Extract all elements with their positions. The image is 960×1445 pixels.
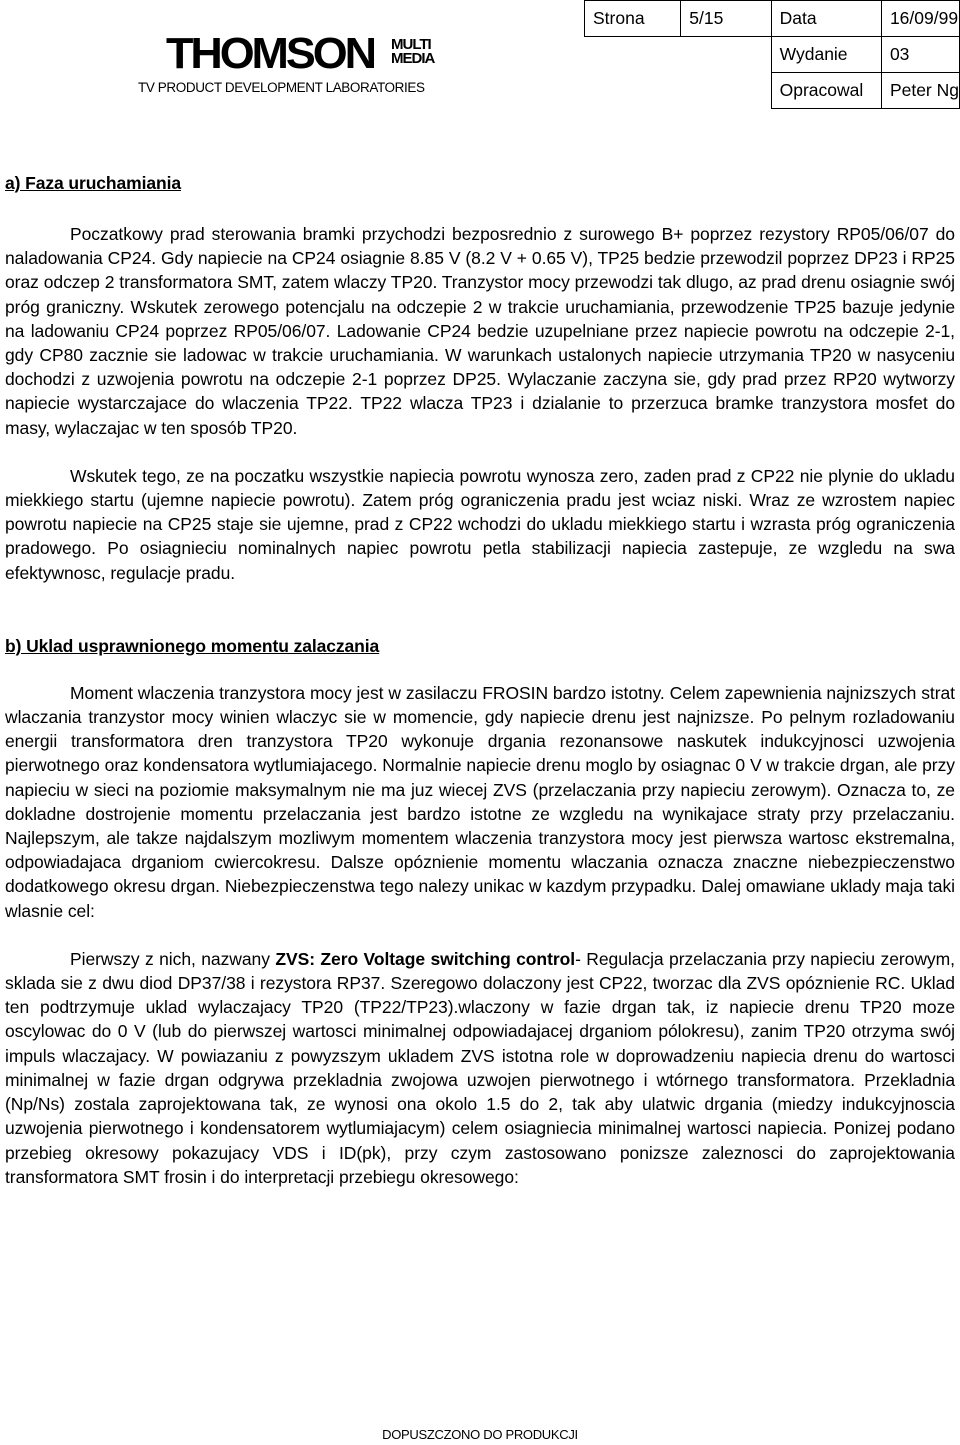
section-b-title: b) Uklad usprawnionego momentu zalaczania [5, 635, 380, 656]
zvs-description: - Regulacja przelaczania przy napieciu zerowym, sklada sie z dwu diod DP37/38 i rezystora RP37. Szeregowo dolaczony jest CP22, tworzac dla ZVS opóznienie RC. Uklad ten podtrzymuje uklad wylaczajacy TP20 (TP22/TP23).wlaczony w fazie drgan tak, iz napiecie drenu TP20 moze oscylowac do 0 V (lub do pierwszej wartosci minimalnej odpowiadajacej drganiom pólokresu), zanim TP20 otrzyma swój impuls wlaczajacy. W powiazaniu z powyzszym ukladem ZVS istotna role w doprowadzeniu napiecia drenu do wartosci minimalnej w fazie drgan odgrywa przekladnia zwojowa uzwojen pierwotnego i wtórnego transformatora. Przekladnia (Np/Ns) zostala zaprojektowana tak, ze wynosi ona okolo 1.5 do 2, tak aby ulatwic drgania (miedzy indukcyjnoscia uzwojenia pierwotnego i kondensatorem wytlumiajacym) celem osiagniecia minimalnej wartosci napiecia. Ponizej podano przebieg okresowy pokazujacy VDS i ID(pk), przy czym zastosowano ponizsze zaleznosci do zaprojektowania transformatora SMT frosin i do interpretacji przebiegu okresowego: [5, 948, 955, 1187]
section-b-paragraph-2 [5, 947, 955, 1189]
author-value: Peter Ng [881, 73, 959, 109]
spacer [5, 440, 955, 464]
info-row-page [585, 1, 960, 37]
logo-brand: THOMSON [166, 29, 374, 78]
info-spacer [585, 73, 772, 109]
section-a-paragraph-2: Wskutek tego, ze na poczatku wszystkie napiecia powrotu wynosza zero, zaden prad z CP22 nie plynie do ukladu miekkiego startu (ujemne napiecie powrotu). Zatem próg ograniczenia pradu jest wciaz niski. Wraz ze wzrostem napiec powrotu napiecie na CP25 staje sie ujemne, prad z CP22 wchodzi do ukladu miekkiego startu i wzrasta próg ograniczenia pradowego. Po osiagnieciu nominalnych napiec powrotu petla stabilizacji napiecia zastepuje, ze wzgledu na swa efektywnosc, regulacje pradu. [5, 465, 955, 583]
author-label: Opracowal [771, 73, 881, 109]
document-info-table [584, 0, 960, 109]
info-row-author [585, 73, 960, 109]
zvs-intro: Pierwszy z nich, nazwany [70, 948, 276, 969]
info-row-edition [585, 37, 960, 73]
section-a-paragraph-1: Poczatkowy prad sterowania bramki przychodzi bezposrednio z surowego B+ poprzez rezystory RP05/06/07 do naladowania CP24. Gdy napiecie na CP24 osiagnie 8.85 V (8.2 V + 0.65 V), TP25 bedzie przewodzil poprzez DP23 i RP25 oraz odczep 2 transformatora SMT, zatem wlaczy TP20. Tranzystor mocy przewodzi tak dlugo, az prad drenu osiagnie swój próg graniczny. Wskutek zerowego potencjalu na odczepie 2 w trakcie uruchamiania, przewodzenie TP25 bazuje jedynie na ladowaniu CP24 poprzez RP05/06/07. Ladowanie CP24 bedzie uzupelniane przez napiecie powrotu na odczepie 2-1, gdy CP80 zacznie sie ladowac w trakcie uruchamiania. W warunkach ustalonych napiecie utrzymania TP20 w nasyceniu dochodzi z uzwojenia powrotu na odczepie 2-1 poprzez DP25. Wylaczanie zaczyna sie, gdy prad przez RP20 wytworzy napiecie wystarczajace do wlaczenia TP22. TP22 wlacza TP23 i dzialanie to przerzuca bramke tranzystora mosfet do masy, wylaczajac w ten sposób TP20. [5, 224, 955, 438]
date-label: Data [771, 1, 881, 37]
zvs-term: ZVS: Zero Voltage switching control [275, 948, 576, 969]
page-number: 5/15 [681, 1, 771, 37]
spacer [5, 198, 955, 222]
logo-multimedia [391, 36, 435, 67]
approval-footer: DOPUSZCZONO DO PRODUKCJI [382, 1427, 578, 1442]
section-a-title: a) Faza uruchamiania [5, 173, 181, 193]
edition-value: 03 [881, 37, 959, 73]
department-name: TV PRODUCT DEVELOPMENT LABORATORIES [138, 80, 425, 95]
date-value: 16/09/99 [881, 1, 959, 37]
spacer [5, 661, 955, 681]
edition-label: Wydanie [771, 37, 881, 73]
logo-sub-line2: MEDIA [391, 50, 435, 67]
page-label: Strona [585, 1, 681, 37]
spacer [5, 585, 955, 631]
info-spacer [585, 37, 772, 73]
spacer [5, 923, 955, 947]
logo-sub-line1: MULTI [391, 36, 431, 53]
document-body [5, 168, 955, 1189]
section-b-paragraph-1: Moment wlaczenia tranzystora mocy jest w zasilaczu FROSIN bardzo istotny. Celem zapewnienia najnizszych strat wlaczania tranzystor mocy winien wlaczyc sie w momencie, gdy napiecie drenu jest najnizsze. Po pelnym rozladowaniu energii transformatora dren tranzystora TP20 wykonuje drgania rezonansowe naskutek indukcyjnosci uzwojenia pierwotnego oraz kondensatora wytlumiajacego. Normalnie napiecie drenu moglo by osiagnac 0 V w trakcie drgan, ale przy napieciu w sieci na poziomie maksymalnym nie ma juz wiecej ZVS (przelaczania przy napieciu zerowym). Oznacza to, ze dokladne dostrojenie momentu przelaczania jest bardzo istotne ze wzgledu na wynikajace straty przy przelaczaniu. Najlepszym, ale takze najdalszym mozliwym momentem wlaczenia tranzystora mocy jest pierwsza wartosc ekstremalna, odpowiadajaca drganiom cwiercokresu. Dalsze opóznienie momentu wlaczania oznacza znaczne niebezpieczenstwo dodatkowego okresu drgan. Niebezpieczenstwa tego nalezy unikac w kazdym przypadku. Dalej omawiane uklady maja taki wlasnie cel: [5, 682, 955, 921]
page-header [0, 0, 960, 110]
